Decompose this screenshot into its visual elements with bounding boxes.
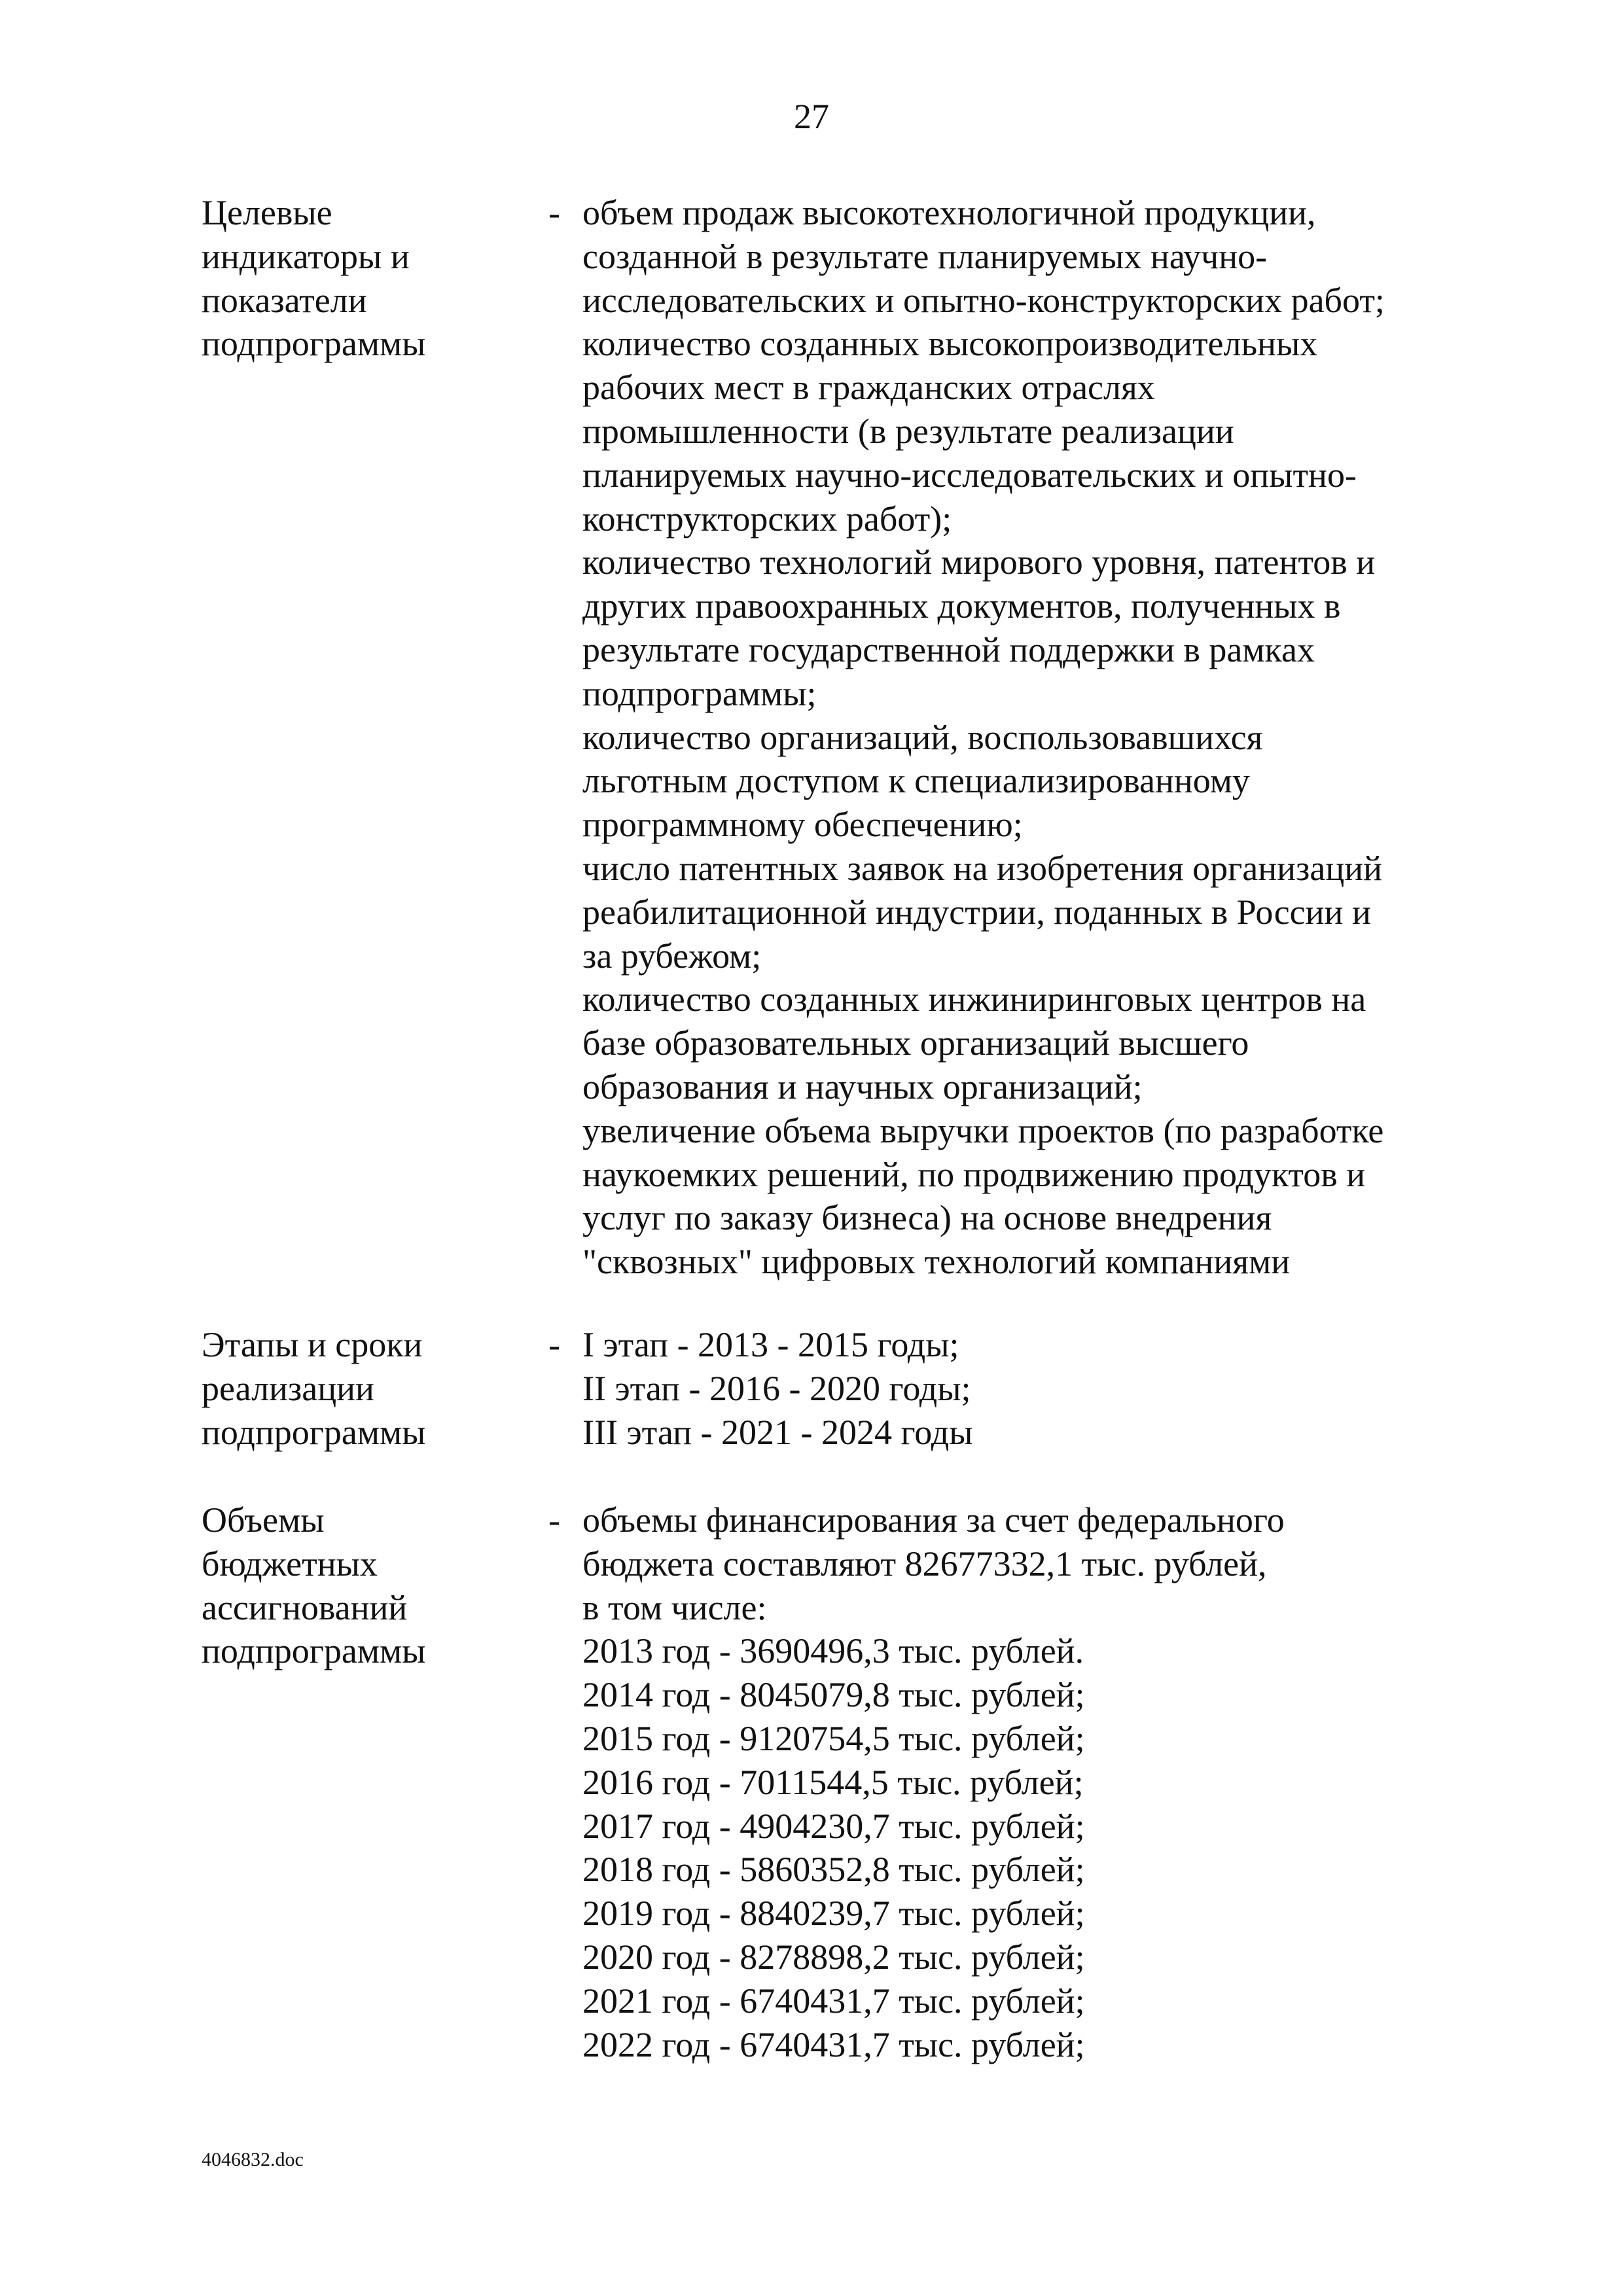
page-number: 27 (794, 97, 829, 136)
text-line: льготным доступом к специализированному (582, 761, 1250, 801)
text-line: услуг по заказу бизнеса) на основе внедрения (582, 1198, 1272, 1238)
text-line: базе образовательных организаций высшего (582, 1023, 1249, 1063)
dash-marker: - (548, 1325, 560, 1364)
text-line: 2018 год - 5860352,8 тыс. рублей; (582, 1850, 1085, 1890)
section-label: Объемы бюджетных ассигнований подпрограммы (202, 1500, 426, 1671)
text-line: 2013 год - 3690496,3 тыс. рублей. (582, 1631, 1084, 1671)
text-line: планируемых научно-исследовательских и опытно- (582, 455, 1357, 495)
text-line: объем продаж высокотехнологичной продукции, (582, 193, 1316, 232)
section-label: Этапы и сроки реализации подпрограммы (202, 1325, 426, 1452)
text-line: 2017 год - 4904230,7 тыс. рублей; (582, 1806, 1085, 1846)
document-filename: 4046832.doc (202, 2149, 304, 2170)
section-text (582, 1498, 1538, 2066)
text-line: количество технологий мирового уровня, патентов и (582, 542, 1376, 582)
text-line: подпрограммы; (582, 673, 817, 713)
text-line: количество созданных высокопроизводительных (582, 324, 1318, 364)
text-line: 2016 год - 7011544,5 тыс. рублей; (582, 1762, 1084, 1802)
text-line: наукоемких решений, по продвижению продуктов и (582, 1154, 1366, 1194)
text-line: созданной в результате планируемых научно- (582, 236, 1268, 276)
text-line: за рубежом; (582, 936, 762, 976)
section-text (582, 191, 1538, 1284)
text-line: программному обеспечению; (582, 805, 1023, 845)
text-line: реабилитационной индустрии, поданных в России и (582, 892, 1371, 932)
text-line: рабочих мест в гражданских отраслях (582, 368, 1155, 408)
text-line: образования и научных организаций; (582, 1067, 1143, 1106)
text-line: результате государственной поддержки в рамках (582, 629, 1315, 669)
text-line: количество организаций, воспользовавшихся (582, 717, 1263, 757)
text-line: "сквозных" цифровых технологий компаниями (582, 1242, 1291, 1282)
text-line: бюджета составляют 82677332,1 тыс. рублей, (582, 1544, 1267, 1583)
text-line: конструкторских работ); (582, 499, 952, 539)
text-line: объемы финансирования за счет федерального (582, 1500, 1285, 1540)
text-line: I этап - 2013 - 2015 годы; (582, 1325, 959, 1364)
text-line: 2020 год - 8278898,2 тыс. рублей; (582, 1937, 1085, 1977)
text-line: в том числе: (582, 1587, 767, 1627)
dash-marker: - (548, 193, 560, 232)
text-line: III этап - 2021 - 2024 годы (582, 1412, 973, 1452)
text-line: других правоохранных документов, полученных в (582, 586, 1341, 626)
text-line: число патентных заявок на изобретения организаций (582, 848, 1383, 888)
section-text (582, 1323, 1538, 1454)
text-line: 2019 год - 8840239,7 тыс. рублей; (582, 1894, 1085, 1934)
text-line: количество созданных инжиниринговых центров на (582, 980, 1366, 1019)
section-label: Целевые индикаторы и показатели подпрограммы (202, 193, 426, 364)
text-line: 2014 год - 8045079,8 тыс. рублей; (582, 1675, 1085, 1715)
text-line: 2015 год - 9120754,5 тыс. рублей; (582, 1718, 1085, 1758)
text-line: увеличение объема выручки проектов (по разработке (582, 1110, 1384, 1150)
text-line: промышленности (в результате реализации (582, 411, 1234, 451)
text-line: II этап - 2016 - 2020 годы; (582, 1368, 971, 1408)
text-line: 2022 год - 6740431,7 тыс. рублей; (582, 2024, 1085, 2064)
dash-marker: - (548, 1500, 560, 1540)
text-line: 2021 год - 6740431,7 тыс. рублей; (582, 1981, 1085, 2021)
text-line: исследовательских и опытно-конструкторских работ; (582, 280, 1385, 320)
